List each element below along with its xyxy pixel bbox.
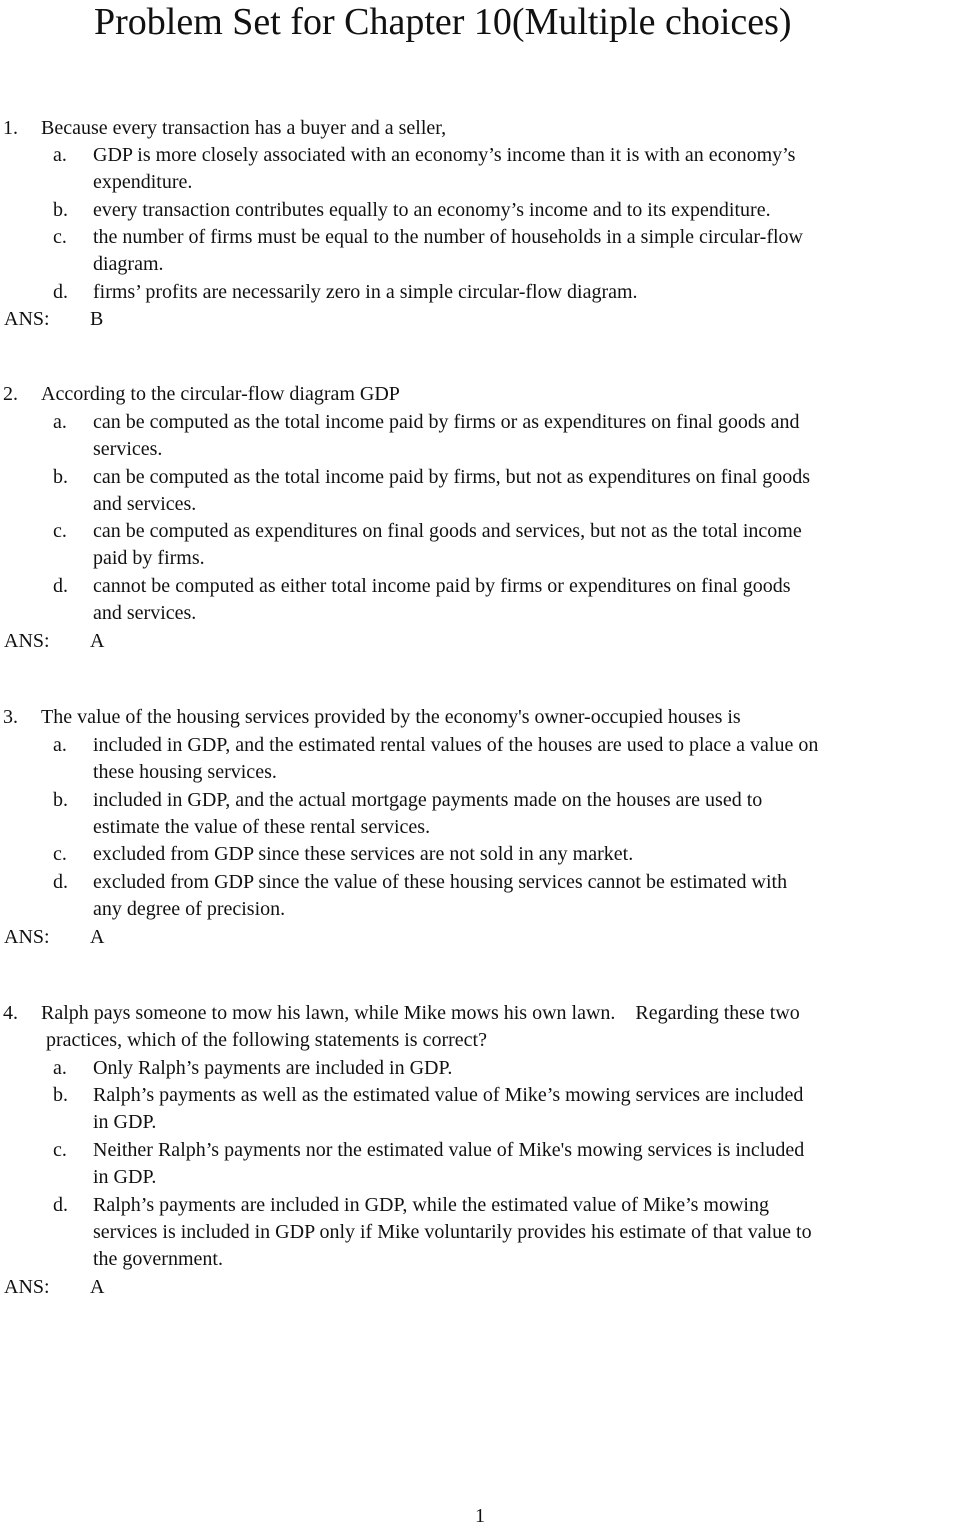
option-text: in GDP. [93,1111,157,1133]
option-text: the government. [93,1248,223,1270]
option-text: and services. [93,602,197,624]
option-letter: b. [53,466,68,488]
option-text: paid by firms. [93,547,205,569]
option-text: Neither Ralph’s payments nor the estimated value of Mike's mowing services is included [93,1139,805,1161]
question-number: 4. [3,1002,18,1024]
option-text: services. [93,438,163,460]
option-text: expenditure. [93,171,193,193]
answer-label: ANS: [4,308,50,330]
option-letter: d. [53,871,68,893]
option-letter: d. [53,575,68,597]
option-letter: c. [53,1139,67,1161]
option-text: in GDP. [93,1166,157,1188]
page-title: Problem Set for Chapter 10(Multiple choices) [94,1,792,43]
answer-value: A [90,1276,105,1298]
question-number: 2. [3,383,18,405]
page-number: 1 [475,1505,485,1527]
option-text: these housing services. [93,761,277,783]
option-text: every transaction contributes equally to an economy’s income and to its expenditure. [93,199,771,221]
option-text: cannot be computed as either total income paid by firms or expenditures on final goods [93,575,791,597]
option-letter: d. [53,1194,68,1216]
question-text: practices, which of the following statements is correct? [46,1029,487,1051]
question-number: 3. [3,706,18,728]
option-text: estimate the value of these rental services. [93,816,431,838]
question-text: Because every transaction has a buyer and a seller, [41,117,447,139]
option-text: can be computed as expenditures on final goods and services, but not as the total income [93,520,802,542]
answer-value: A [90,926,105,948]
option-letter: a. [53,1057,67,1079]
answer-label: ANS: [4,1276,50,1298]
option-text: excluded from GDP since the value of these housing services cannot be estimated with [93,871,788,893]
option-text: can be computed as the total income paid by firms or as expenditures on final goods and [93,411,800,433]
option-text: Ralph’s payments as well as the estimated value of Mike’s mowing services are included [93,1084,804,1106]
answer-value: B [90,308,104,330]
option-letter: b. [53,1084,68,1106]
option-letter: a. [53,144,67,166]
option-letter: c. [53,843,67,865]
option-letter: a. [53,734,67,756]
option-text: the number of firms must be equal to the number of households in a simple circular-flow [93,226,803,248]
option-letter: d. [53,281,68,303]
option-letter: c. [53,520,67,542]
option-text: GDP is more closely associated with an economy’s income than it is with an economy’s [93,144,796,166]
option-text: and services. [93,493,197,515]
option-text: diagram. [93,253,164,275]
option-text: included in GDP, and the actual mortgage payments made on the houses are used to [93,789,763,811]
option-text: can be computed as the total income paid by firms, but not as expenditures on final goods [93,466,811,488]
option-letter: a. [53,411,67,433]
option-letter: b. [53,789,68,811]
question-text: The value of the housing services provided by the economy's owner-occupied houses is [41,706,741,728]
option-text: any degree of precision. [93,898,286,920]
option-text: excluded from GDP since these services are not sold in any market. [93,843,634,865]
question-number: 1. [3,117,18,139]
option-text: included in GDP, and the estimated rental values of the houses are used to place a value on [93,734,819,756]
option-text: Only Ralph’s payments are included in GDP. [93,1057,453,1079]
question-text: Ralph pays someone to mow his lawn, while Mike mows his own lawn. Regarding these two [41,1002,800,1024]
option-text: Ralph’s payments are included in GDP, while the estimated value of Mike’s mowing [93,1194,769,1216]
option-letter: b. [53,199,68,221]
question-text: According to the circular-flow diagram GDP [41,383,400,405]
option-letter: c. [53,226,67,248]
answer-label: ANS: [4,926,50,948]
answer-value: A [90,630,105,652]
answer-label: ANS: [4,630,50,652]
option-text: firms’ profits are necessarily zero in a simple circular-flow diagram. [93,281,638,303]
option-text: services is included in GDP only if Mike voluntarily provides his estimate of that value to [93,1221,812,1243]
